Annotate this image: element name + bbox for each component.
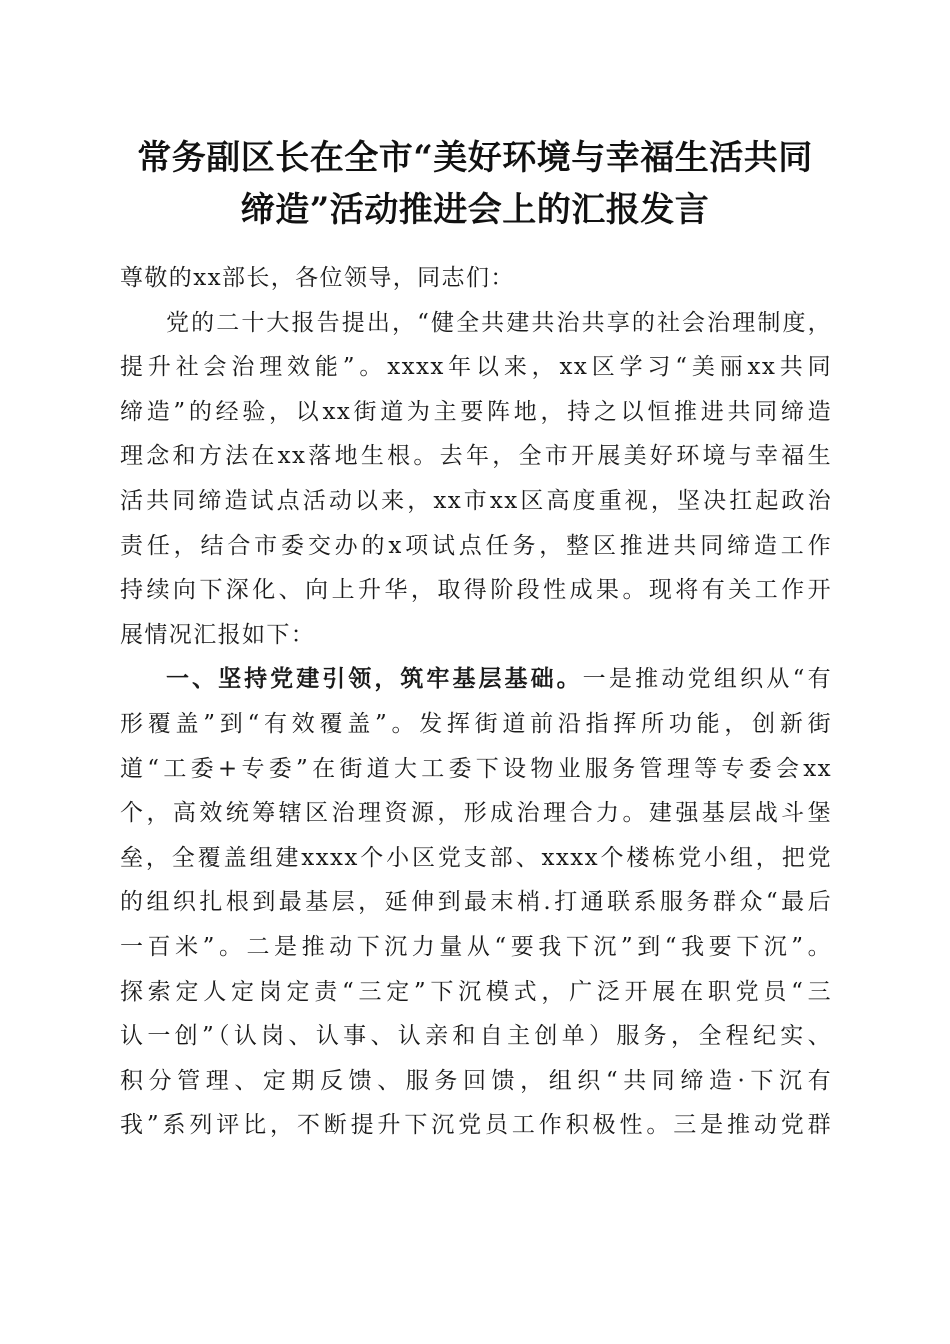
paragraph-line: 垒，全覆盖组建xxxx个小区党支部、xxxx个楼栋党小组，把党 [120,844,832,871]
document-body [120,256,832,1148]
paragraph-line: 责任，结合市委交办的x项试点任务，整区推进共同缔造工作 [120,532,832,559]
paragraph-line: 认一创”（认岗、认事、认亲和自主创单）服务，全程纪实、 [120,1023,832,1050]
section-heading: 一、坚持党建引领，筑牢基层基础。 [166,665,583,693]
salutation: 尊敬的xx部长，各位领导，同志们： [120,265,515,291]
paragraph-line: 缔造”的经验，以xx街道为主要阵地，持之以恒推进共同缔造 [120,398,832,425]
title-line: 常务副区长在全市“美好环境与幸福生活共同 [137,138,813,178]
document-title [100,132,850,236]
section-first-line [120,657,832,702]
paragraph-line: 个，高效统筹辖区治理资源，形成治理合力。建强基层战斗堡 [120,800,832,827]
paragraph-line: 我”系列评比，不断提升下沉党员工作积极性。三是推动党群 [120,1112,832,1139]
paragraph-line: 探索定人定岗定责“三定”下沉模式，广泛开展在职党员“三 [120,978,832,1005]
paragraph-line: 理念和方法在xx落地生根。去年，全市开展美好环境与幸福生 [120,443,832,470]
paragraph-line: 活共同缔造试点活动以来，xx市xx区高度重视，坚决扛起政治 [120,487,832,514]
paragraph-line: 积分管理、定期反馈、服务回馈，组织“共同缔造·下沉有 [120,1067,832,1094]
section-line-rest: 一是推动党组织从“有 [582,666,833,693]
paragraph-line: 持续向下深化、向上升华，取得阶段性成果。现将有关工作开 [120,577,832,604]
paragraph-line: 提升社会治理效能”。xxxx年以来，xx区学习“美丽xx共同 [120,354,832,381]
paragraph-line: 党的二十大报告提出，“健全共建共治共享的社会治理制度， [166,309,832,336]
paragraph-line: 展情况汇报如下： [120,621,316,648]
paragraph-line: 形覆盖”到“有效覆盖”。发挥街道前沿指挥所功能，创新街 [120,710,832,737]
paragraph-line: 一百米”。二是推动下沉力量从“要我下沉”到“我要下沉”。 [120,933,832,960]
paragraph-line: 的组织扎根到最基层，延伸到最末梢.打通联系服务群众“最后 [120,889,832,916]
paragraph-line: 道“工委+专委”在街道大工委下设物业服务管理等专委会xx [120,755,832,782]
title-line: 缔造”活动推进会上的汇报发言 [240,190,710,230]
